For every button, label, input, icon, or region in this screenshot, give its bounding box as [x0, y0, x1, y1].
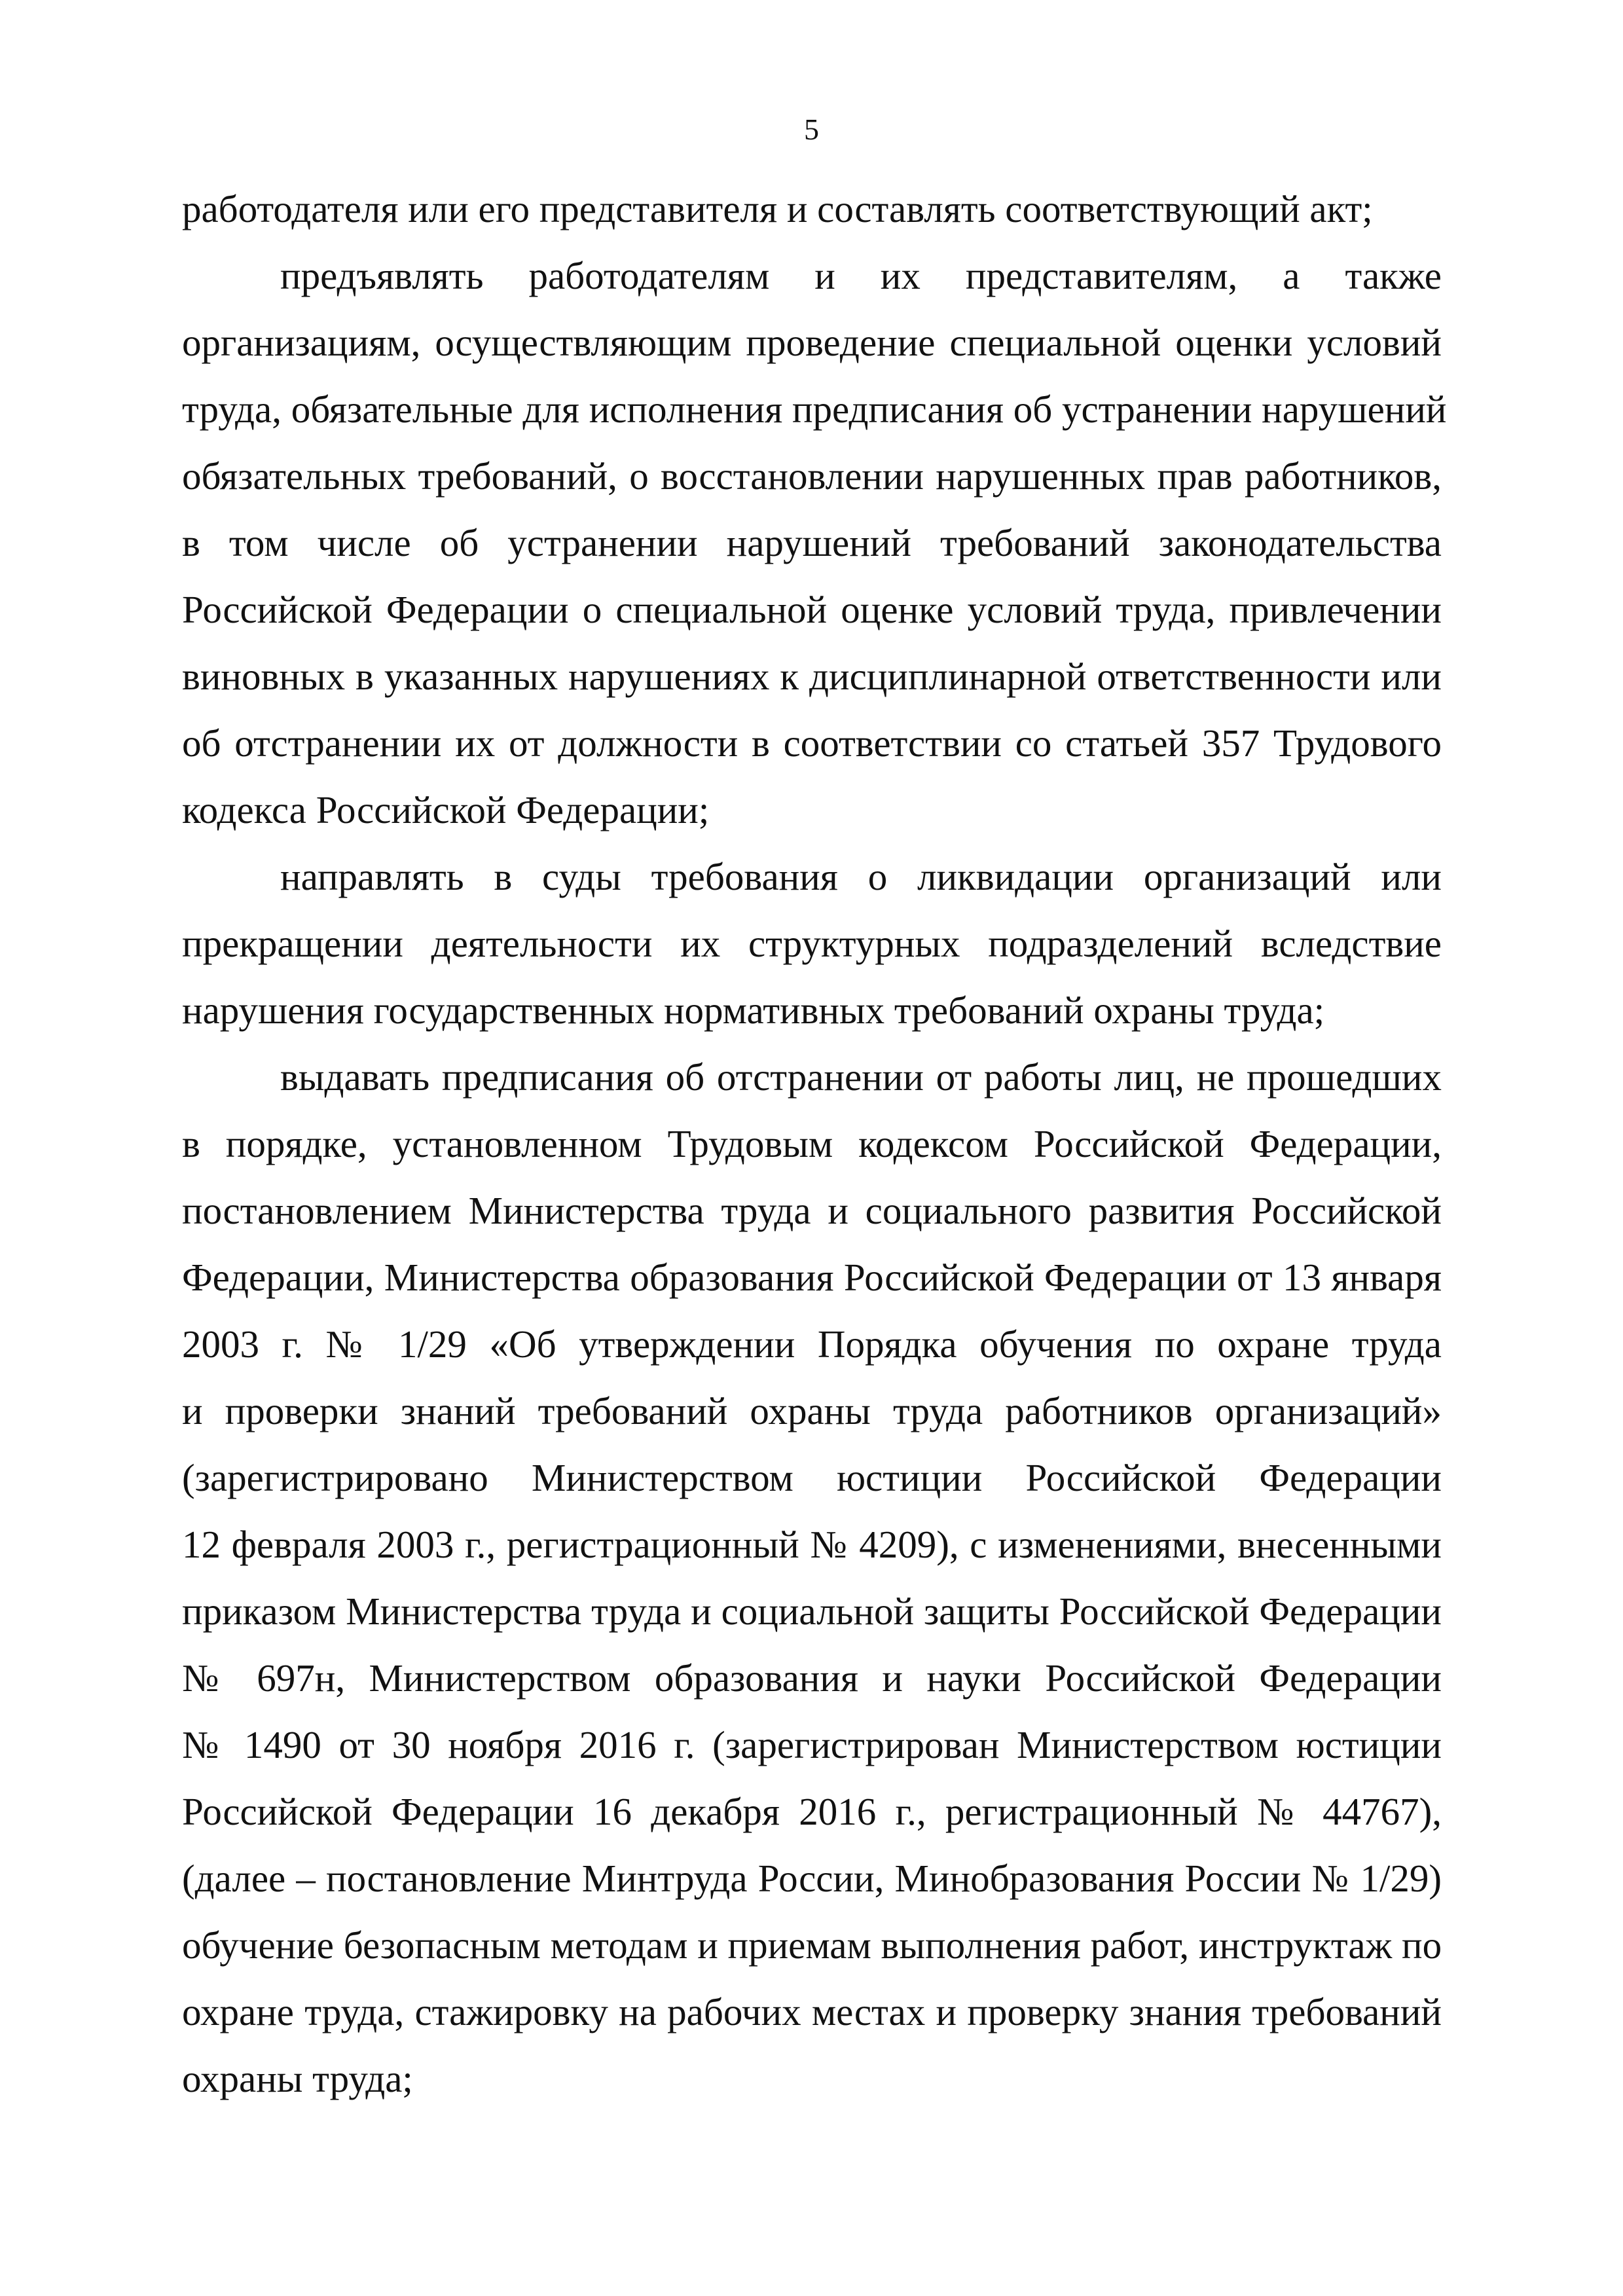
- paragraph-last-line: кодекса Российской Федерации;: [182, 788, 710, 831]
- text-line: охране труда, стажировку на рабочих местах и проверку знания требований: [182, 1990, 1442, 2033]
- paragraph-last-line: нарушения государственных нормативных требований охраны труда;: [182, 989, 1325, 1032]
- text-line: и проверки знаний требований охраны труда работников организаций»: [182, 1389, 1442, 1432]
- paragraph-first-line: направлять в суды требования о ликвидации организаций или: [280, 855, 1442, 898]
- text-line: Российской Федерации 16 декабря 2016 г., регистрационный № 44767),: [182, 1790, 1442, 1833]
- text-line: приказом Министерства труда и социальной защиты Российской Федерации: [182, 1590, 1442, 1633]
- paragraph-first-line: выдавать предписания об отстранении от работы лиц, не прошедших: [280, 1055, 1442, 1099]
- text-line: 12 февраля 2003 г., регистрационный № 4209), с изменениями, внесенными: [182, 1523, 1442, 1566]
- text-line: работодателя или его представителя и составлять соответствующий акт;: [182, 187, 1373, 230]
- text-line: (далее – постановление Минтруда России, Минобразования России № 1/29): [182, 1857, 1442, 1900]
- paragraph-first-line: предъявлять работодателям и их представителям, а также: [280, 254, 1442, 297]
- text-line: обязательных требований, о восстановлении нарушенных прав работников,: [182, 454, 1442, 498]
- text-line: (зарегистрировано Министерством юстиции Российской Федерации: [182, 1456, 1442, 1499]
- text-line: № 1490 от 30 ноября 2016 г. (зарегистрирован Министерством юстиции: [182, 1723, 1442, 1766]
- paragraph-last-line: охраны труда;: [182, 2057, 413, 2100]
- text-line: виновных в указанных нарушениях к дисциплинарной ответственности или: [182, 655, 1442, 698]
- text-line: № 697н, Министерством образования и науки Российской Федерации: [182, 1656, 1442, 1700]
- text-line: Федерации, Министерства образования Российской Федерации от 13 января: [182, 1256, 1442, 1299]
- text-line: обучение безопасным методам и приемам выполнения работ, инструктаж по: [182, 1923, 1442, 1967]
- text-line: труда, обязательные для исполнения предписания об устранении нарушений: [182, 388, 1447, 431]
- text-line: прекращении деятельности их структурных подразделений вследствие: [182, 922, 1442, 965]
- text-line: в том числе об устранении нарушений требований законодательства: [182, 521, 1442, 564]
- text-line: об отстранении их от должности в соответствии со статьей 357 Трудового: [182, 721, 1442, 765]
- page-number: 5: [804, 113, 819, 146]
- text-line: в порядке, установленном Трудовым кодексом Российской Федерации,: [182, 1122, 1442, 1165]
- text-line: организациям, осуществляющим проведение специальной оценки условий: [182, 321, 1442, 364]
- text-line: Российской Федерации о специальной оценке условий труда, привлечении: [182, 588, 1442, 631]
- text-line: 2003 г. № 1/29 «Об утверждении Порядка обучения по охране труда: [182, 1322, 1442, 1366]
- text-line: постановлением Министерства труда и социального развития Российской: [182, 1189, 1442, 1232]
